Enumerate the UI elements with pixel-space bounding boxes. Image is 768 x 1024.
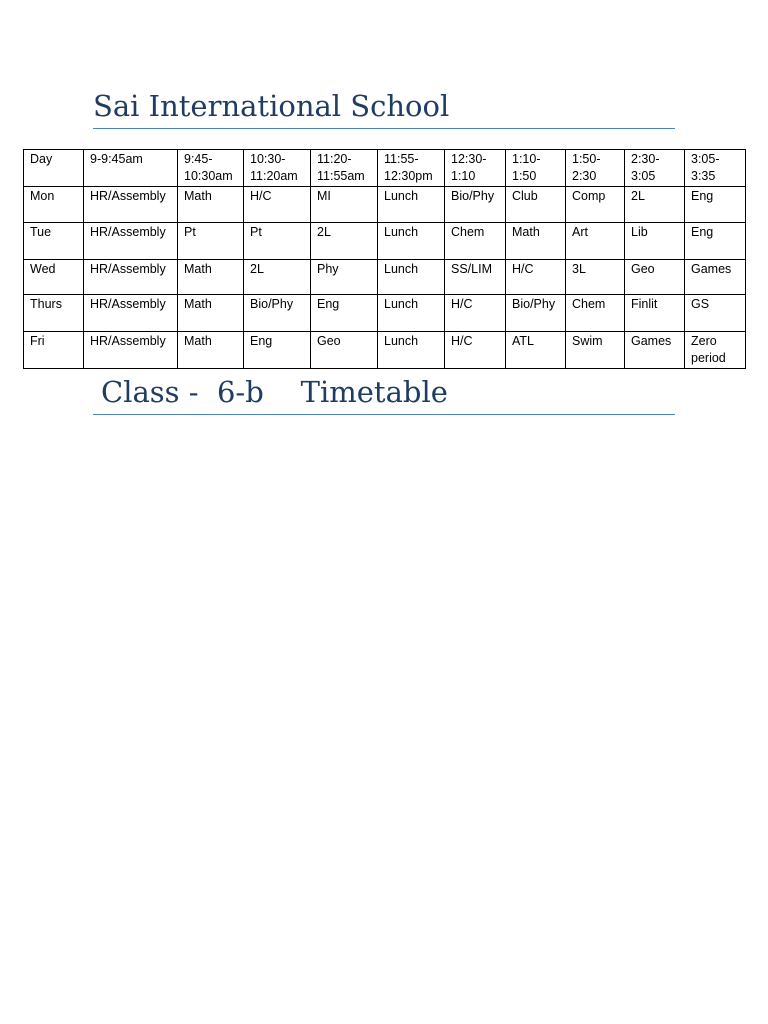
table-cell: 2L bbox=[244, 260, 311, 295]
table-cell: H/C bbox=[445, 332, 506, 369]
table-cell: Chem bbox=[566, 295, 625, 332]
table-cell: HR/Assembly bbox=[84, 187, 178, 223]
table-cell: HR/Assembly bbox=[84, 260, 178, 295]
table-cell: Bio/Phy bbox=[244, 295, 311, 332]
header-cell: 9:45- 10:30am bbox=[178, 150, 244, 187]
table-cell: H/C bbox=[506, 260, 566, 295]
table-cell: Chem bbox=[445, 223, 506, 260]
header-cell: 11:20- 11:55am bbox=[311, 150, 378, 187]
table-cell: HR/Assembly bbox=[84, 223, 178, 260]
table-cell: H/C bbox=[244, 187, 311, 223]
table-cell: Math bbox=[178, 260, 244, 295]
table-cell: Comp bbox=[566, 187, 625, 223]
header-cell: 1:10- 1:50 bbox=[506, 150, 566, 187]
table-cell: Games bbox=[685, 260, 746, 295]
table-cell: Eng bbox=[311, 295, 378, 332]
table-row bbox=[24, 332, 746, 369]
table-cell: Pt bbox=[244, 223, 311, 260]
table-cell: SS/LIM bbox=[445, 260, 506, 295]
table-cell: Lunch bbox=[378, 223, 445, 260]
table-cell: HR/Assembly bbox=[84, 332, 178, 369]
table-cell: Lunch bbox=[378, 332, 445, 369]
table-cell: Lunch bbox=[378, 260, 445, 295]
table-cell: Pt bbox=[178, 223, 244, 260]
header-cell: 12:30- 1:10 bbox=[445, 150, 506, 187]
timetable bbox=[23, 149, 746, 369]
day-cell: Fri bbox=[24, 332, 84, 369]
header-cell: 10:30- 11:20am bbox=[244, 150, 311, 187]
header-cell: Day bbox=[24, 150, 84, 187]
table-cell: Swim bbox=[566, 332, 625, 369]
table-cell: Math bbox=[506, 223, 566, 260]
table-cell: Club bbox=[506, 187, 566, 223]
day-cell: Mon bbox=[24, 187, 84, 223]
table-cell: H/C bbox=[445, 295, 506, 332]
table-row bbox=[24, 223, 746, 260]
table-cell: Lunch bbox=[378, 187, 445, 223]
table-cell: Geo bbox=[311, 332, 378, 369]
table-cell: HR/Assembly bbox=[84, 295, 178, 332]
table-cell: Bio/Phy bbox=[445, 187, 506, 223]
table-row bbox=[24, 260, 746, 295]
table-cell: Eng bbox=[685, 223, 746, 260]
header-cell: 3:05- 3:35 bbox=[685, 150, 746, 187]
header-cell: 1:50- 2:30 bbox=[566, 150, 625, 187]
day-cell: Tue bbox=[24, 223, 84, 260]
table-cell: Eng bbox=[685, 187, 746, 223]
table-cell: Bio/Phy bbox=[506, 295, 566, 332]
table-cell: Phy bbox=[311, 260, 378, 295]
table-cell: Zero period bbox=[685, 332, 746, 369]
header-cell: 9-9:45am bbox=[84, 150, 178, 187]
school-title: Sai International School bbox=[93, 86, 675, 129]
table-cell: 2L bbox=[625, 187, 685, 223]
day-cell: Wed bbox=[24, 260, 84, 295]
table-cell: Finlit bbox=[625, 295, 685, 332]
table-row bbox=[24, 187, 746, 223]
table-cell: MI bbox=[311, 187, 378, 223]
day-cell: Thurs bbox=[24, 295, 84, 332]
table-cell: Math bbox=[178, 295, 244, 332]
table-cell: GS bbox=[685, 295, 746, 332]
table-cell: 3L bbox=[566, 260, 625, 295]
header-cell: 2:30- 3:05 bbox=[625, 150, 685, 187]
table-cell: Math bbox=[178, 332, 244, 369]
table-cell: Eng bbox=[244, 332, 311, 369]
table-row bbox=[24, 295, 746, 332]
class-timetable-heading bbox=[93, 372, 675, 415]
table-cell: Math bbox=[178, 187, 244, 223]
table-header-row bbox=[24, 150, 746, 187]
table-cell: 2L bbox=[311, 223, 378, 260]
header-cell: 11:55- 12:30pm bbox=[378, 150, 445, 187]
table-cell: Geo bbox=[625, 260, 685, 295]
table-cell: ATL bbox=[506, 332, 566, 369]
table-cell: Lib bbox=[625, 223, 685, 260]
table-cell: Games bbox=[625, 332, 685, 369]
class-timetable-heading-text: Class - 6-b Timetable bbox=[101, 375, 448, 409]
table-cell: Lunch bbox=[378, 295, 445, 332]
table-cell: Art bbox=[566, 223, 625, 260]
